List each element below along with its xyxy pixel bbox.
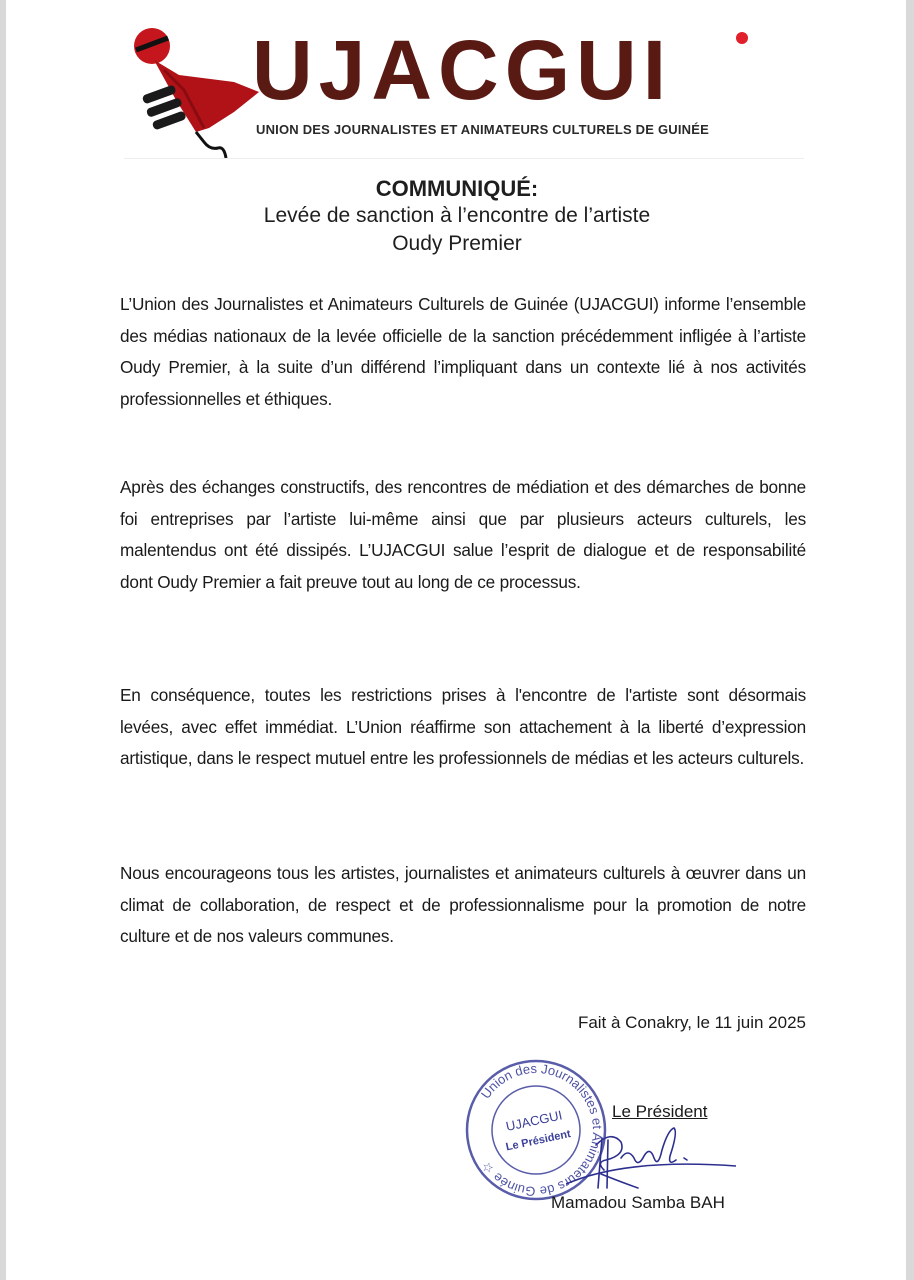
logo-dot-icon (736, 32, 748, 44)
paragraph-1: L’Union des Journalistes et Animateurs Culturels de Guinée (UJACGUI) informe l’ensemble des médias nationaux de la levée officielle de la sanction précédemment infligée à l’artiste Oudy Premier, à la suite d’un différend l’impliquant dans un contexte lié à nos activités professionnelles et éthiques. (120, 294, 806, 409)
place-and-date: Fait à Conakry, le 11 juin 2025 (577, 1013, 806, 1032)
document-page (6, 0, 906, 1280)
subtitle-line-1: Levée de sanction à l’encontre de l’artiste (263, 204, 651, 227)
communique-header (0, 176, 914, 258)
signatory-name: Mamadou Samba BAH (551, 1193, 725, 1212)
stamp-center-line-1: UJACGUI (504, 1107, 564, 1134)
paragraph-4: Nous encourageons tous les artistes, journalistes et animateurs culturels à œuvrer dans un climat de collaboration, de respect et de professionnalisme pour la promotion de notre culture et de nos valeurs communes. (120, 863, 806, 946)
paragraph-3: En conséquence, toutes les restrictions prises à l'encontre de l'artiste sont désormais levées, avec effet immédiat. L’Union réaffirme son attachement à la liberté d’expression artistique, dans le respect mutuel entre les professionnels de médias et les acteurs culturels. (120, 685, 806, 768)
logo-wordmark: UJACGUI (252, 23, 673, 117)
paragraph-2: Après des échanges constructifs, des rencontres de médiation et des démarches de bonne foi entreprises par l’artiste lui-même ainsi que par plusieurs acteurs culturels, les malentendus ont été dissipés. L’UJACGUI salue l’esprit de dialogue et de responsabilité dont Oudy Premier a fait preuve tout au long de ce processus. (120, 477, 806, 592)
ujacgui-logo (124, 20, 804, 159)
signatory-role: Le Président (612, 1102, 708, 1121)
logo-tagline: UNION DES JOURNALISTES ET ANIMATEURS CULTURELS DE GUINÉE (256, 122, 709, 137)
subtitle-line-2: Oudy Premier (392, 232, 522, 255)
stamp-ring-text: Union des Journalistes et Animateurs de Guinée ☆ (477, 1060, 606, 1200)
handwritten-signature (566, 1124, 736, 1190)
page-title: COMMUNIQUÉ: (375, 176, 539, 201)
stamp-center-line-2: Le Président (504, 1128, 572, 1154)
